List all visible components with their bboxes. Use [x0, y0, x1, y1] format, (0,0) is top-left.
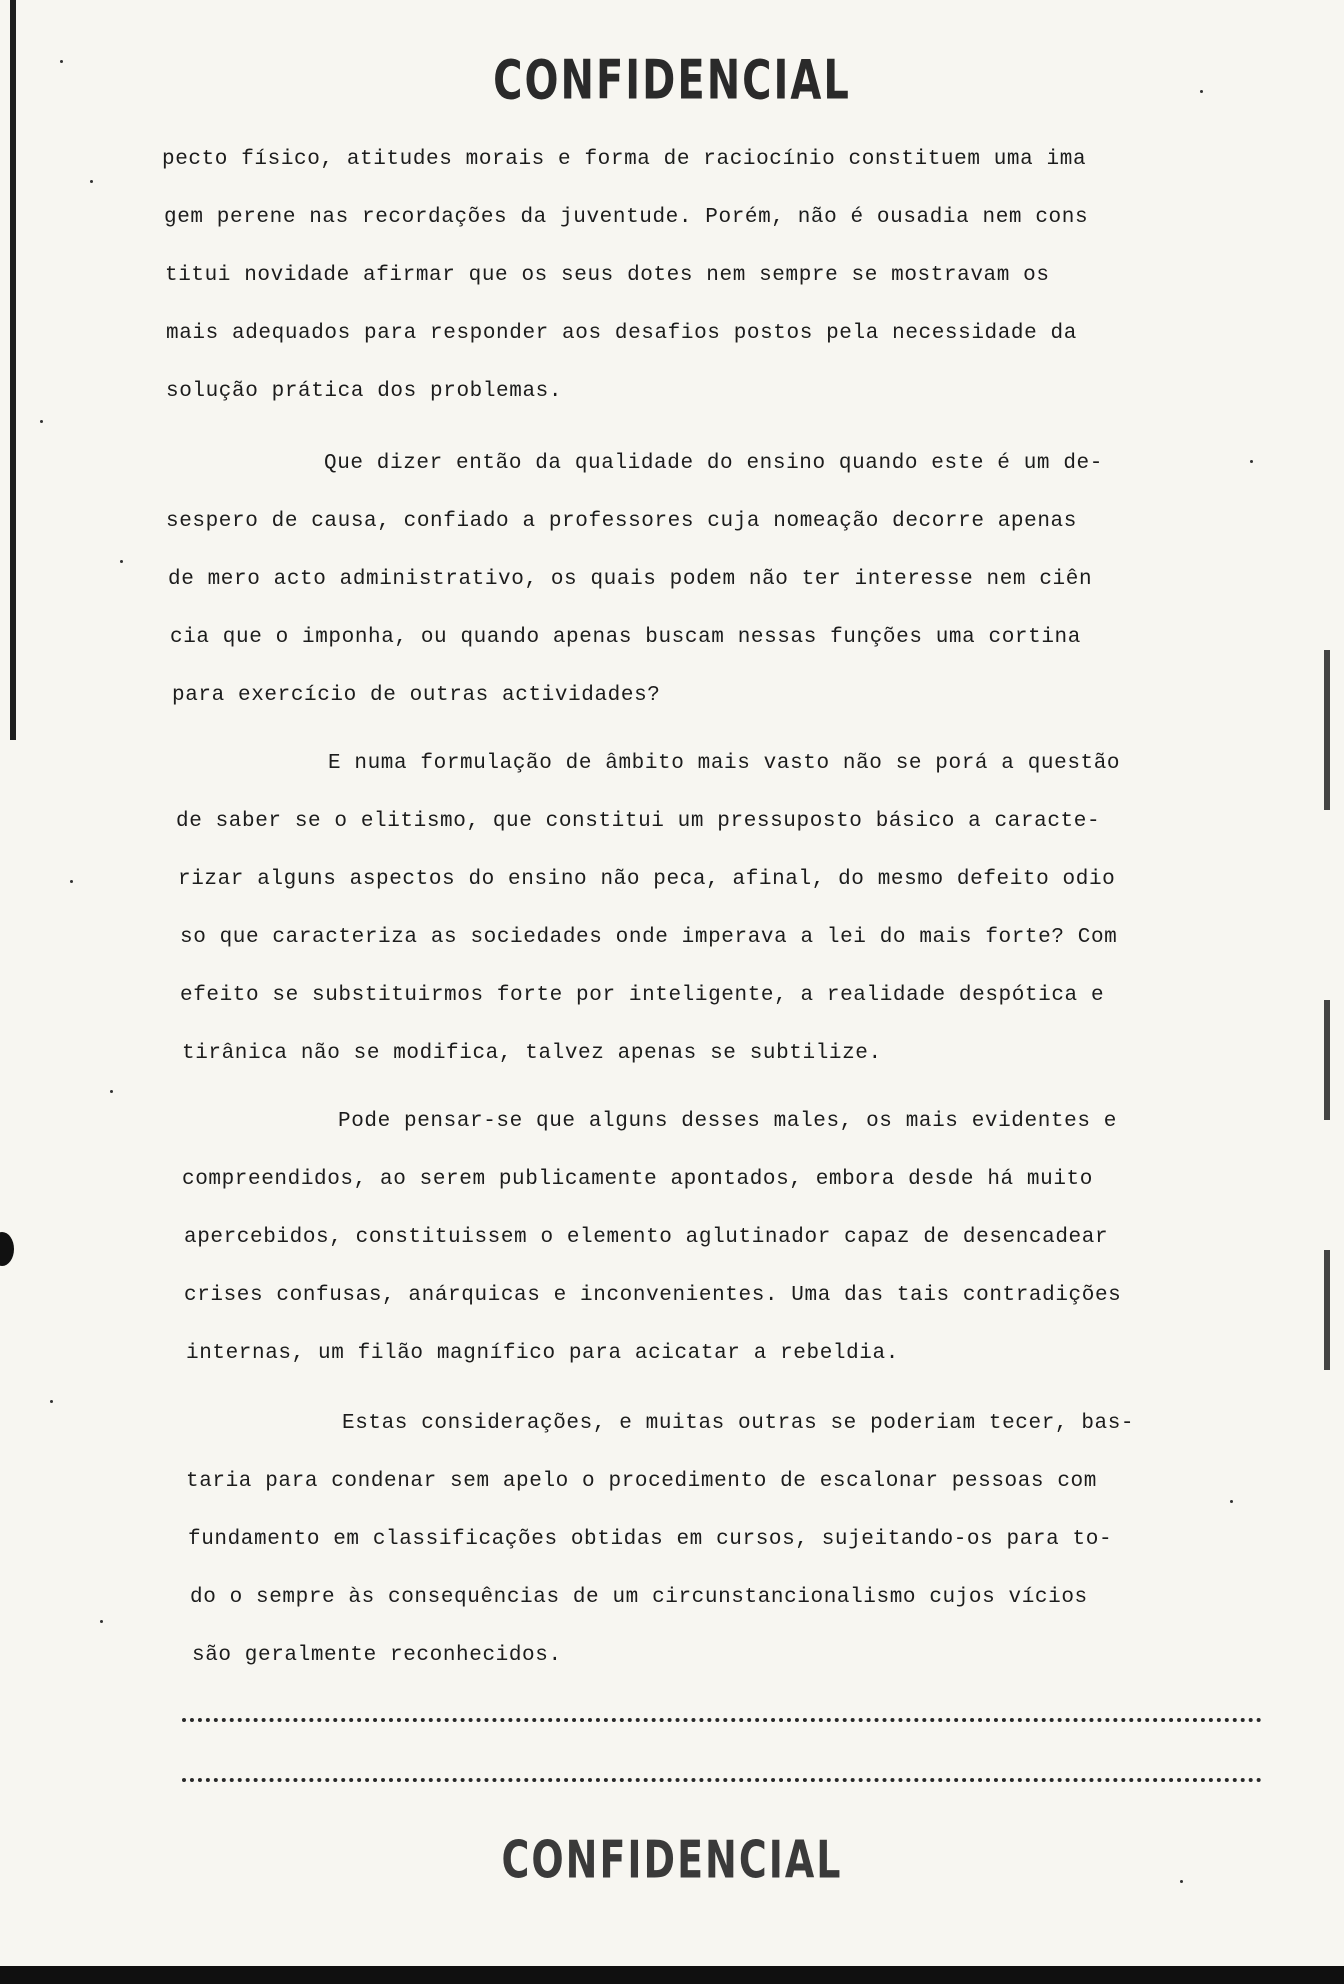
- text-line: Estas considerações, e muitas outras se poderiam tecer, bas-: [342, 1412, 1135, 1435]
- text-line: de saber se o elitismo, que constitui um pressuposto básico a caracte-: [176, 810, 1101, 833]
- dotted-separator: [182, 1770, 1262, 1782]
- text-line: sespero de causa, confiado a professores cuja nomeação decorre apenas: [166, 510, 1077, 533]
- text-line: mais adequados para responder aos desafios postos pela necessidade da: [166, 322, 1077, 345]
- scan-edge-mark: [1324, 1250, 1330, 1370]
- text-line: solução prática dos problemas.: [166, 380, 563, 403]
- scan-speck: [60, 60, 63, 63]
- confidential-stamp-top: CONFIDENCIAL: [493, 49, 851, 113]
- scan-speck: [1180, 1880, 1183, 1883]
- scan-speck: [1250, 460, 1253, 463]
- scan-bottom-edge: [0, 1966, 1344, 1984]
- text-line: tirânica não se modifica, talvez apenas se subtilize.: [182, 1042, 882, 1065]
- text-line: apercebidos, constituissem o elemento aglutinador capaz de desencadear: [184, 1226, 1109, 1249]
- text-line: rizar alguns aspectos do ensino não peca, afinal, do mesmo defeito odio: [178, 868, 1116, 891]
- scan-speck: [120, 560, 123, 563]
- text-line: do o sempre às consequências de um circunstancionalismo cujos vícios: [190, 1586, 1088, 1609]
- scan-speck: [100, 1620, 103, 1623]
- text-line: compreendidos, ao serem publicamente apontados, embora desde há muito: [182, 1168, 1093, 1191]
- scan-speck: [110, 1090, 113, 1093]
- text-line: pecto físico, atitudes morais e forma de raciocínio constituem uma ima: [162, 148, 1087, 171]
- scan-speck: [1200, 90, 1203, 93]
- text-line: internas, um filão magnífico para acicatar a rebeldia.: [186, 1342, 899, 1365]
- dotted-separator: [182, 1710, 1262, 1722]
- text-line: são geralmente reconhecidos.: [192, 1644, 562, 1667]
- text-line: de mero acto administrativo, os quais podem não ter interesse nem ciên: [168, 568, 1093, 591]
- text-line: taria para condenar sem apelo o procedimento de escalonar pessoas com: [186, 1470, 1097, 1493]
- text-line: E numa formulação de âmbito mais vasto não se porá a questão: [328, 752, 1121, 775]
- scan-edge-mark: [1324, 1000, 1330, 1120]
- text-line: Que dizer então da qualidade do ensino quando este é um de-: [324, 452, 1103, 475]
- confidential-stamp-bottom: CONFIDENCIAL: [501, 1830, 843, 1890]
- text-line: fundamento em classificações obtidas em cursos, sujeitando-os para to-: [188, 1528, 1113, 1551]
- scan-speck: [70, 880, 73, 883]
- text-line: titui novidade afirmar que os seus dotes nem sempre se mostravam os: [165, 264, 1050, 287]
- text-line: so que caracteriza as sociedades onde imperava a lei do mais forte? Com: [180, 926, 1118, 949]
- text-line: Pode pensar-se que alguns desses males, os mais evidentes e: [338, 1110, 1117, 1133]
- text-line: efeito se substituirmos forte por inteligente, a realidade despótica e: [180, 984, 1105, 1007]
- scan-speck: [1230, 1500, 1233, 1503]
- scan-speck: [50, 1400, 53, 1403]
- text-line: para exercício de outras actividades?: [172, 684, 661, 707]
- text-line: cia que o imponha, ou quando apenas buscam nessas funções uma cortina: [170, 626, 1081, 649]
- scan-speck: [90, 180, 93, 183]
- scan-edge-mark: [1324, 650, 1330, 810]
- punch-hole: [0, 1232, 14, 1266]
- text-line: crises confusas, anárquicas e inconvenientes. Uma das tais contradições: [184, 1284, 1122, 1307]
- text-line: gem perene nas recordações da juventude. Porém, não é ousadia nem cons: [164, 206, 1089, 229]
- scan-speck: [40, 420, 43, 423]
